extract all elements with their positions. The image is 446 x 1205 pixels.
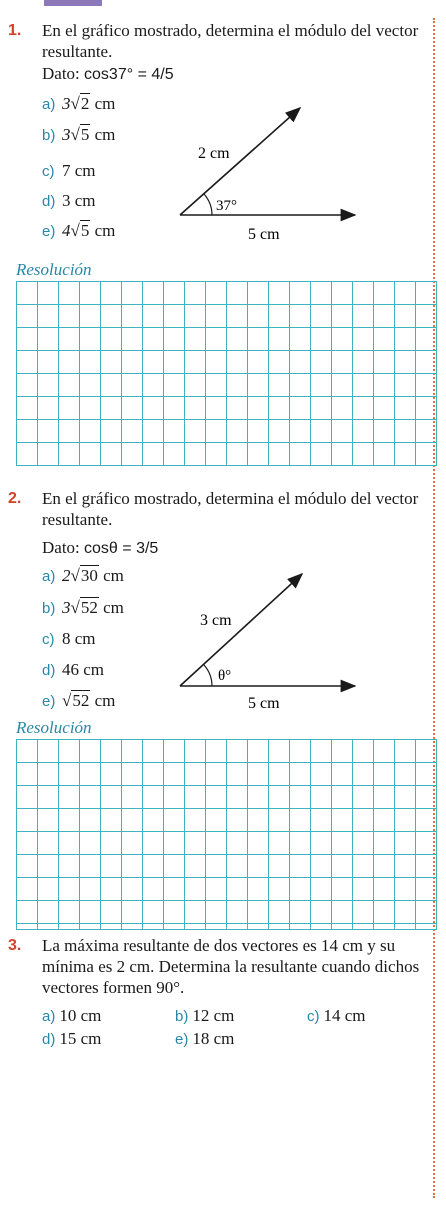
q2-option-e[interactable] <box>42 690 115 712</box>
option-coef: 2 <box>62 566 71 585</box>
option-unit: cm <box>90 221 116 240</box>
dato-label: Dato: <box>42 64 80 83</box>
q1-option-c[interactable] <box>42 160 96 182</box>
q3-option-d[interactable] <box>42 1029 101 1049</box>
dato-math: cosθ = 3/5 <box>84 540 159 557</box>
angle-label: 37° <box>216 198 237 214</box>
vector-1-label: 3 cm <box>200 612 232 629</box>
option-letter: b) <box>42 127 56 144</box>
sqrt-symbol: √30 <box>70 566 98 585</box>
q1-option-a[interactable] <box>42 93 115 115</box>
option-letter: d) <box>42 1031 56 1048</box>
option-text: 46 cm <box>62 660 105 679</box>
sqrt-symbol: √52 <box>70 598 98 617</box>
dashed-margin-line <box>433 18 435 1198</box>
option-radicand: 5 <box>80 221 90 240</box>
option-unit: cm <box>90 94 116 113</box>
resolution-grid[interactable] <box>16 739 437 930</box>
angle-arc <box>204 194 212 215</box>
question-text: En el gráfico mostrado, determina el módulo del vector resultante. <box>42 489 419 529</box>
resolution-grid[interactable] <box>16 281 437 466</box>
dato-label: Dato: <box>42 538 80 557</box>
vector-1-label: 2 cm <box>198 145 230 162</box>
option-letter: e) <box>42 223 56 240</box>
angle-arc <box>204 665 212 686</box>
option-unit: cm <box>90 691 116 710</box>
option-letter: b) <box>42 600 56 617</box>
question-2 <box>8 488 432 530</box>
option-coef: 4 <box>62 221 71 240</box>
option-text: 15 cm <box>59 1029 102 1048</box>
q2-option-d[interactable] <box>42 659 104 681</box>
option-letter: a) <box>42 96 56 113</box>
q3-option-e[interactable] <box>175 1029 234 1049</box>
q3-option-c[interactable] <box>307 1006 366 1026</box>
option-letter: c) <box>42 631 55 648</box>
q2-option-a[interactable] <box>42 565 124 587</box>
option-unit: cm <box>98 566 124 585</box>
sqrt-symbol: √52 <box>62 691 90 710</box>
resolucion-label: Resolución <box>16 260 92 279</box>
option-text: 14 cm <box>323 1006 366 1025</box>
option-coef: 3 <box>62 125 71 144</box>
question-number: 3. <box>8 937 22 954</box>
top-tab-marker <box>44 0 102 6</box>
option-radicand: 5 <box>80 125 90 144</box>
option-text: 18 cm <box>192 1029 235 1048</box>
option-letter: c) <box>307 1008 320 1025</box>
q3-option-b[interactable] <box>175 1006 234 1026</box>
question-number: 2. <box>8 490 22 507</box>
resolucion-label: Resolución <box>16 718 92 737</box>
sqrt-symbol: √5 <box>70 221 90 240</box>
option-radicand: 52 <box>72 691 90 710</box>
option-letter: d) <box>42 193 56 210</box>
q3-option-a[interactable] <box>42 1006 101 1026</box>
option-letter: c) <box>42 163 55 180</box>
vector-2-label: 5 cm <box>248 695 280 712</box>
question-text: En el gráfico mostrado, determina el módulo del vector resultante. <box>42 21 419 61</box>
angle-label: θ° <box>218 668 232 684</box>
option-coef: 3 <box>62 598 71 617</box>
option-letter: b) <box>175 1008 189 1025</box>
q1-vector-figure <box>170 98 370 248</box>
q1-option-d[interactable] <box>42 190 96 212</box>
option-radicand: 30 <box>80 566 98 585</box>
option-radicand: 2 <box>80 94 90 113</box>
option-unit: cm <box>90 125 116 144</box>
sqrt-symbol: √5 <box>70 125 90 144</box>
q2-option-b[interactable] <box>42 597 124 619</box>
question-text: La máxima resultante de dos vectores es 14 cm y su mínima es 2 cm. Determina la resultante cuando dichos vectores formen 90°. <box>42 936 420 997</box>
option-text: 8 cm <box>62 629 96 648</box>
q1-option-e[interactable] <box>42 220 115 242</box>
option-letter: a) <box>42 1008 56 1025</box>
option-radicand: 52 <box>80 598 98 617</box>
option-letter: d) <box>42 662 56 679</box>
option-text: 12 cm <box>192 1006 235 1025</box>
option-letter: e) <box>42 693 56 710</box>
option-letter: a) <box>42 568 56 585</box>
dato-math: cos37° = 4/5 <box>84 66 174 83</box>
option-text: 10 cm <box>59 1006 102 1025</box>
vector-3cm <box>180 574 302 686</box>
q2-option-c[interactable] <box>42 628 96 650</box>
question-1 <box>8 20 432 62</box>
q2-vector-figure <box>170 566 370 716</box>
q1-option-b[interactable] <box>42 124 115 146</box>
option-letter: e) <box>175 1031 189 1048</box>
question-2-dato <box>42 538 158 558</box>
option-coef: 3 <box>62 94 71 113</box>
sqrt-symbol: √2 <box>70 94 90 113</box>
question-1-dato <box>42 64 174 84</box>
question-number: 1. <box>8 22 22 39</box>
question-3 <box>8 935 432 998</box>
option-unit: cm <box>98 598 124 617</box>
option-text: 3 cm <box>62 191 96 210</box>
vector-2-label: 5 cm <box>248 226 280 243</box>
option-text: 7 cm <box>62 161 96 180</box>
